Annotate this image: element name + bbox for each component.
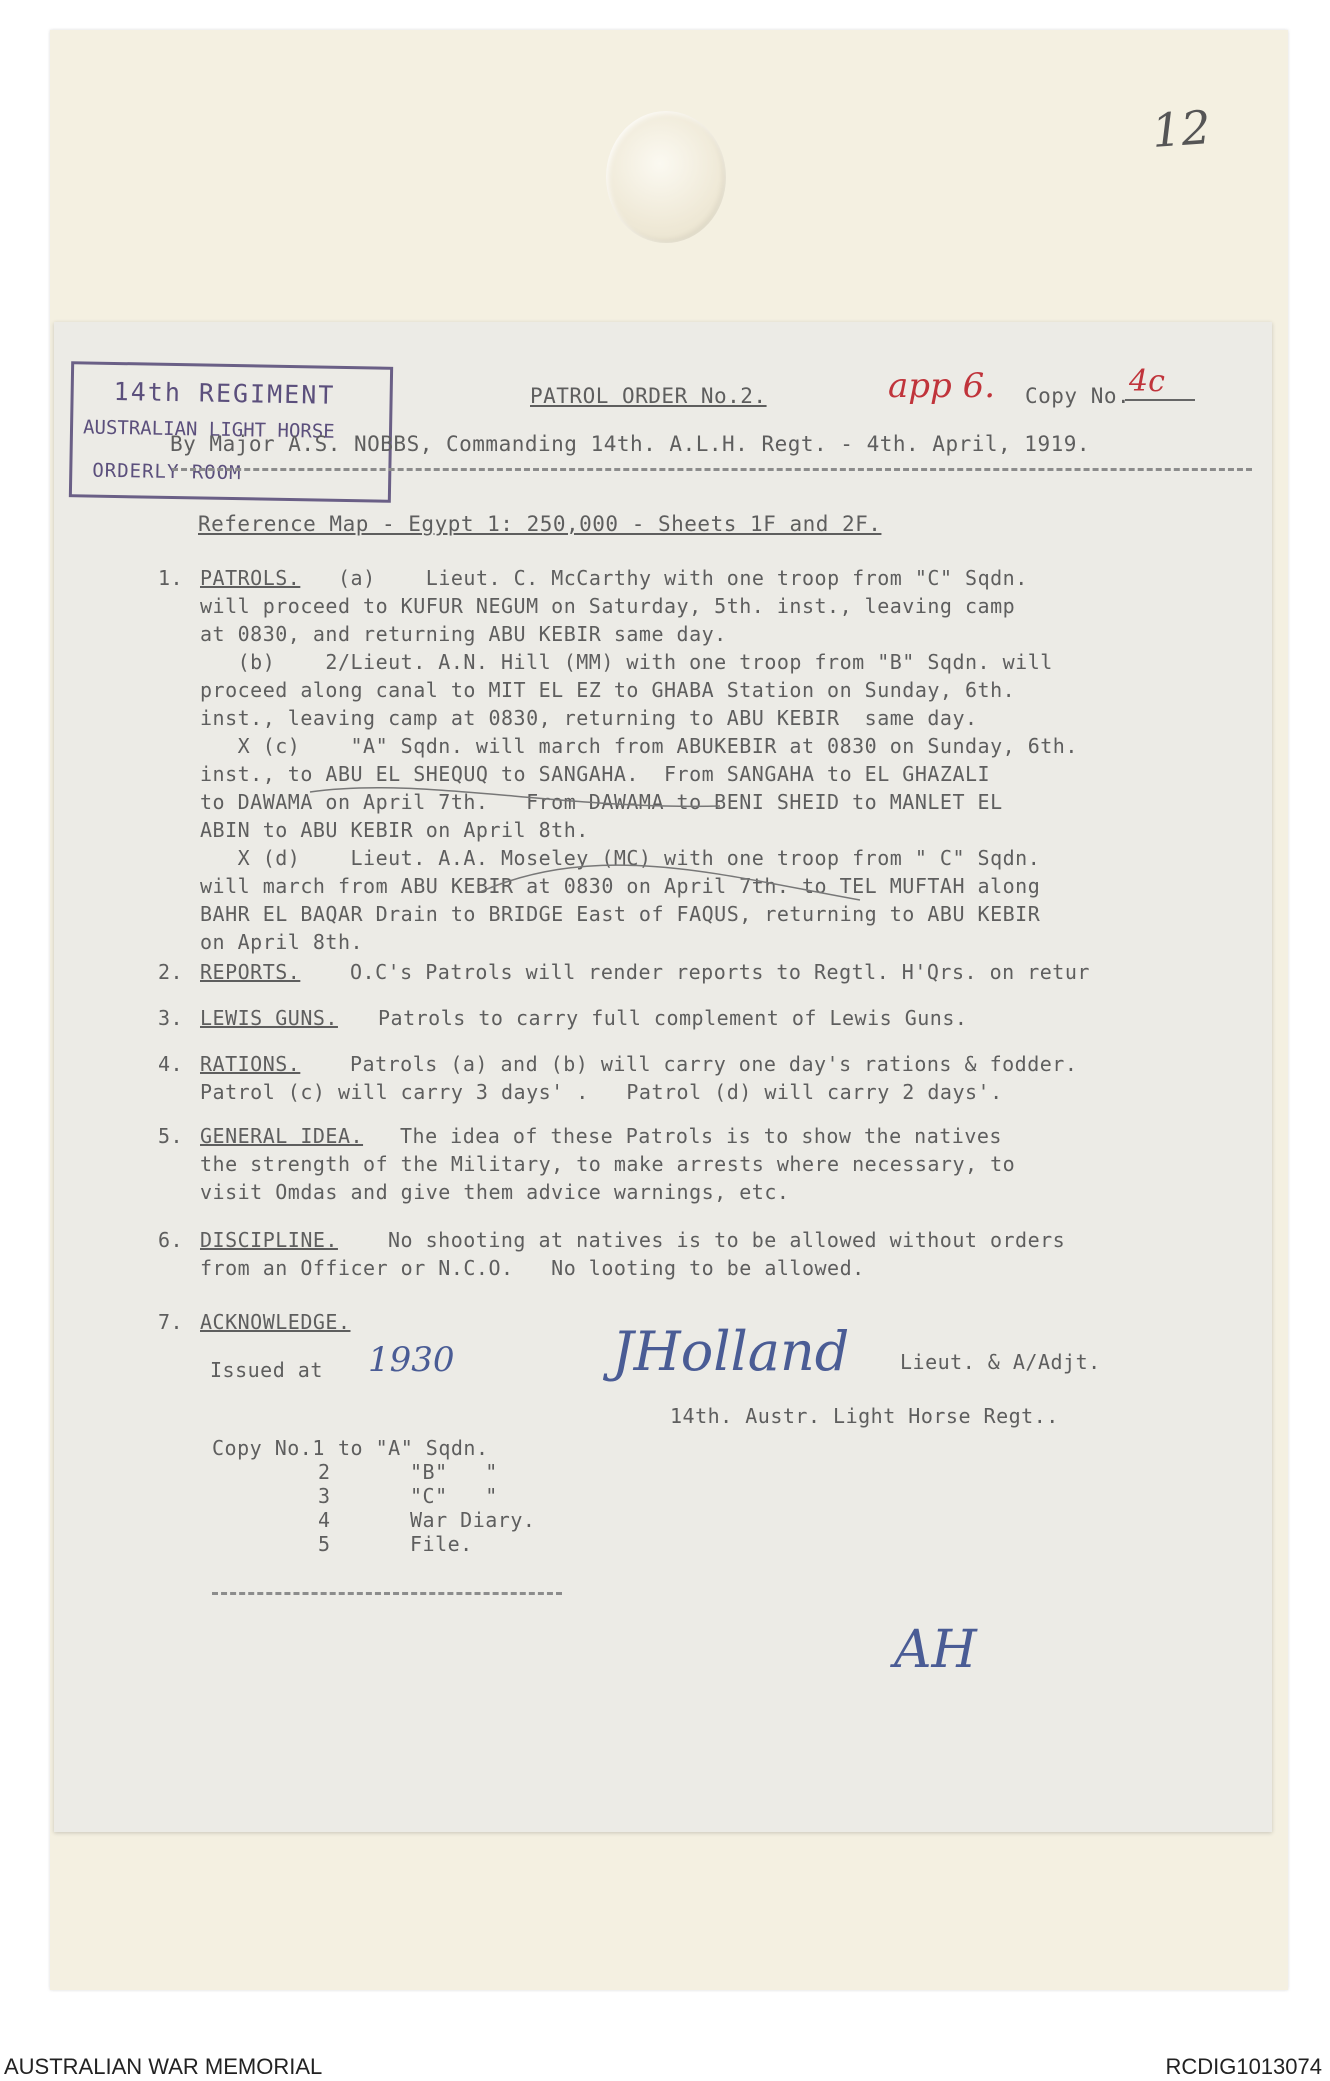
closing-rule [212, 1592, 562, 1595]
embossed-seal [606, 111, 726, 243]
by-line: By Major A.S. NOBBS, Commanding 14th. A.L.H. Regt. - 4th. April, 1919. [170, 432, 1091, 456]
item-5-line: the strength of the Military, to make arrests where necessary, to [200, 1152, 1016, 1176]
item-1-line: ABIN to ABU KEBIR on April 8th. [200, 818, 589, 842]
item-5-heading: GENERAL IDEA. [200, 1124, 364, 1148]
item-4-line: Patrols (a) and (b) will carry one day's rations & fodder. [350, 1052, 1078, 1076]
issued-time: 1930 [368, 1340, 455, 1380]
item-5-line: visit Omdas and give them advice warnings, etc. [200, 1180, 790, 1204]
item-1-line: inst., to ABU EL SHEQUQ to SANGAHA. From SANGAHA to EL GHAZALI [200, 762, 991, 786]
item-1-line: X (d) Lieut. A.A. Moseley (MC) with one troop from " C" Sqdn. [200, 846, 1041, 870]
stamp-line-3: ORDERLY ROOM [92, 459, 242, 485]
item-1-line: BAHR EL BAQAR Drain to BRIDGE East of FAQUS, returning to ABU KEBIR [200, 902, 1041, 926]
item-2-heading: REPORTS. [200, 960, 301, 984]
item-4-line: Patrol (c) will carry 3 days' . Patrol (d) will carry 2 days'. [200, 1080, 1003, 1104]
distribution-no: 2 [318, 1460, 331, 1484]
distribution-to: File. [410, 1532, 473, 1556]
item-7-heading: ACKNOWLEDGE. [200, 1310, 351, 1334]
item-1-line: on April 8th. [200, 930, 364, 954]
reference-map: Reference Map - Egypt 1: 250,000 - Sheets 1F and 2F. [198, 512, 882, 536]
stamp-line-1: 14th REGIMENT [113, 376, 336, 410]
item-1-line: will march from ABU KEBIR at 0830 on April 7th. to TEL MUFTAH along [200, 874, 1041, 898]
distribution-to: War Diary. [410, 1508, 536, 1532]
initials: AH [894, 1620, 977, 1680]
footer-left: AUSTRALIAN WAR MEMORIAL [4, 2054, 323, 2079]
stamp-line-2: AUSTRALIAN LIGHT HORSE [82, 416, 335, 443]
header-rule [172, 468, 1252, 471]
distribution-to: "C" " [410, 1484, 498, 1508]
item-3-line: Patrols to carry full complement of Lewis Guns. [378, 1006, 968, 1030]
distribution-no: 3 [318, 1484, 331, 1508]
distribution-no: 5 [318, 1532, 331, 1556]
footer-right: RCDIG1013074 [1165, 2054, 1322, 2079]
distribution-no: Copy No.1 [212, 1436, 325, 1460]
signature: JHolland [612, 1320, 850, 1383]
distribution-to: to "A" Sqdn. [338, 1436, 489, 1460]
item-4-number: 4. [158, 1052, 184, 1076]
item-5-number: 5. [158, 1124, 184, 1148]
item-3-number: 3. [158, 1006, 184, 1030]
pencil-strike-lines [300, 780, 900, 910]
item-1-line: (b) 2/Lieut. A.N. Hill (MM) with one troop from "B" Sqdn. will [200, 650, 1053, 674]
item-6-number: 6. [158, 1228, 184, 1252]
item-1-heading: PATROLS. [200, 566, 301, 590]
typed-sheet [54, 322, 1272, 1832]
item-2-number: 2. [158, 960, 184, 984]
signature-unit: 14th. Austr. Light Horse Regt.. [670, 1404, 1059, 1428]
item-1-line: to DAWAMA on April 7th. From DAWAMA to BENI SHEID to MANLET EL [200, 790, 1003, 814]
item-6-line: from an Officer or N.C.O. No looting to be allowed. [200, 1256, 865, 1280]
item-1-line: inst., leaving camp at 0830, returning to ABU KEBIR same day. [200, 706, 978, 730]
item-1-line: proceed along canal to MIT EL EZ to GHABA Station on Sunday, 6th. [200, 678, 1016, 702]
item-1-line: at 0830, and returning ABU KEBIR same day. [200, 622, 727, 646]
appendix-annotation: app 6. [888, 366, 996, 406]
distribution-no: 4 [318, 1508, 331, 1532]
item-6-heading: DISCIPLINE. [200, 1228, 338, 1252]
item-1-line: will proceed to KUFUR NEGUM on Saturday, 5th. inst., leaving camp [200, 594, 1016, 618]
copy-label: Copy No. [1025, 384, 1131, 408]
item-4-heading: RATIONS. [200, 1052, 301, 1076]
issued-label: Issued at [210, 1358, 323, 1382]
page-number: 12 [1150, 100, 1213, 158]
order-title: PATROL ORDER No.2. [530, 384, 767, 408]
distribution-to: "B" " [410, 1460, 498, 1484]
item-1-line: (a) Lieut. C. McCarthy with one troop from "C" Sqdn. [338, 566, 1028, 590]
copy-number: 4c [1125, 364, 1195, 401]
item-7-number: 7. [158, 1310, 184, 1334]
item-1-line: X (c) "A" Sqdn. will march from ABUKEBIR at 0830 on Sunday, 6th. [200, 734, 1078, 758]
signature-title: Lieut. & A/Adjt. [900, 1350, 1101, 1374]
item-1-number: 1. [158, 566, 184, 590]
item-2-line: O.C's Patrols will render reports to Regtl. H'Qrs. on retur [350, 960, 1090, 984]
item-3-heading: LEWIS GUNS. [200, 1006, 338, 1030]
item-6-line: No shooting at natives is to be allowed without orders [388, 1228, 1066, 1252]
item-5-line: The idea of these Patrols is to show the natives [400, 1124, 1002, 1148]
